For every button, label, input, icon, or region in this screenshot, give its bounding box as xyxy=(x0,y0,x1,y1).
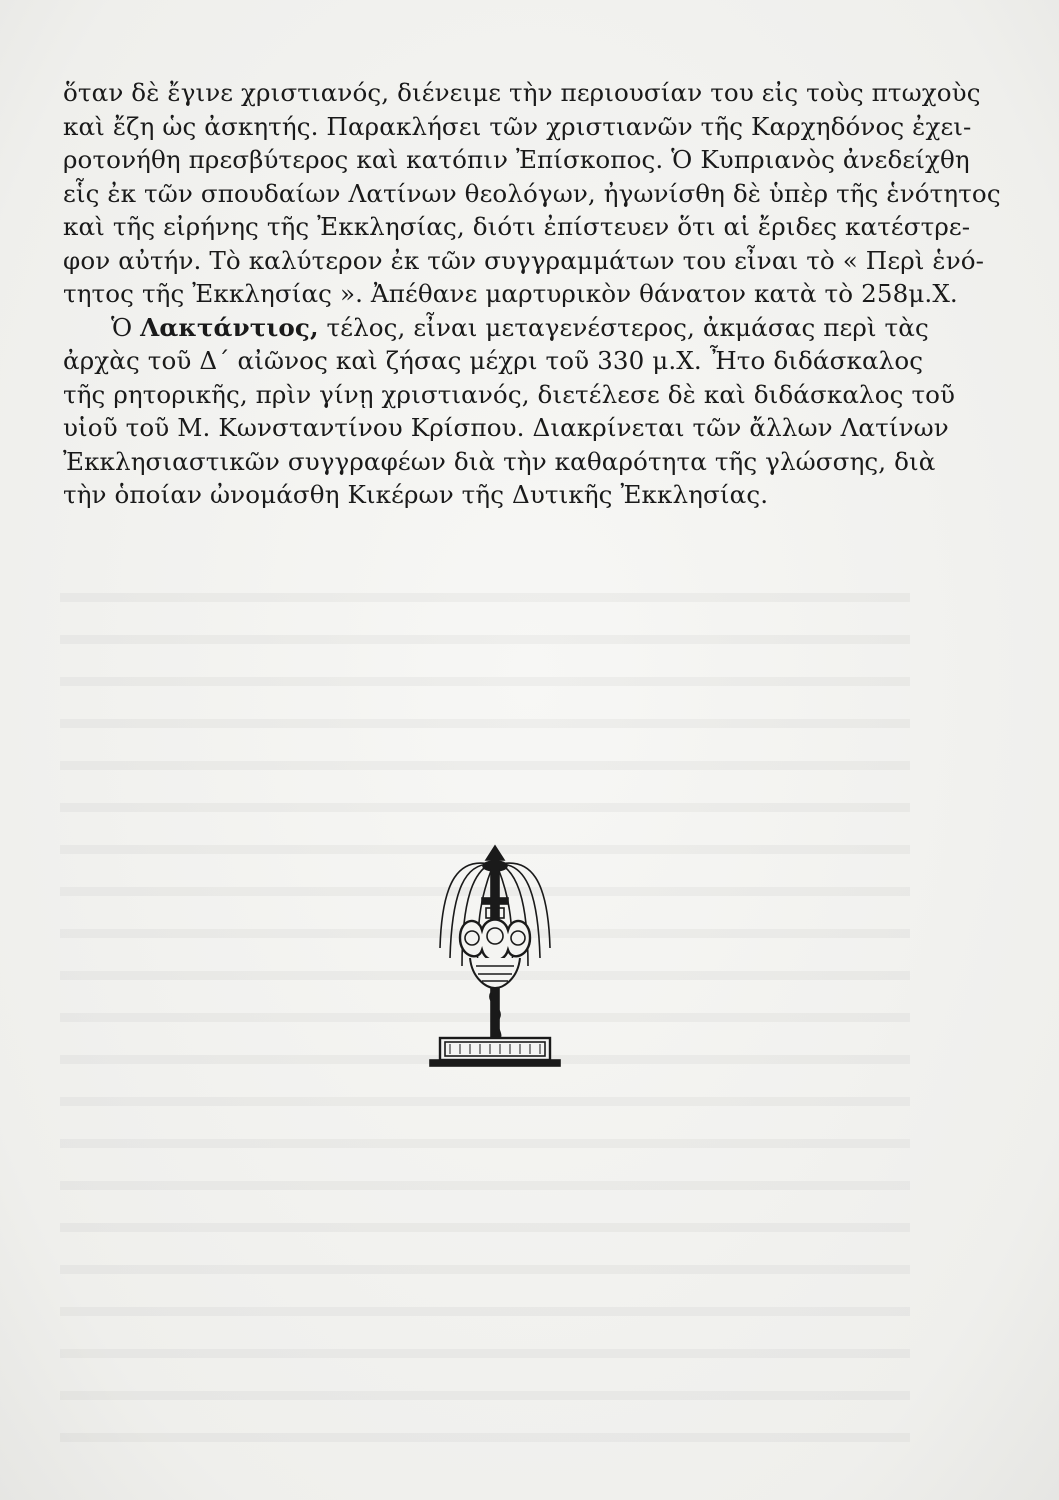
text-line: καὶ ἔζη ὡς ἀσκητής. Παρακλήσει τῶν χριστιανῶν τῆς Καρχηδόνος ἐχει- xyxy=(63,111,972,141)
text-line: καὶ τῆς εἰρήνης τῆς Ἐκκλησίας, διότι ἐπίστευεν ὅτι αἱ ἔριδες κατέστρε- xyxy=(63,212,971,241)
text-line: τῆς ρητορικῆς, πρὶν γίνῃ χριστιανός, διετέλεσε δὲ καὶ διδάσκαλος τοῦ xyxy=(63,379,956,409)
body-text xyxy=(63,76,1001,512)
text-fragment: τέλος, εἶναι μεταγενέστερος, ἀκμάσας περὶ τὰς xyxy=(318,312,929,342)
text-line: Ἐκκλησιαστικῶν συγγραφέων διὰ τὴν καθαρότητα τῆς γλώσσης, διὰ xyxy=(63,446,936,476)
text-line: φον αὐτήν. Τὸ καλύτερον ἐκ τῶν συγγραμμάτων του εἶναι τὸ « Περὶ ἑνό- xyxy=(63,245,985,275)
text-line: τὴν ὁποίαν ὠνομάσθη Κικέρων τῆς Δυτικῆς Ἐκκλησίας. xyxy=(63,480,769,509)
text-line: ἀρχὰς τοῦ Δ΄ αἰῶνος καὶ ζήσας μέχρι τοῦ 330 μ.Χ. Ἦτο διδάσκαλος xyxy=(63,346,924,375)
text-line: εἷς ἐκ τῶν σπουδαίων Λατίνων θεολόγων, ἠγωνίσθη δὲ ὑπὲρ τῆς ἑνότητος xyxy=(63,178,1001,208)
text-fragment: Ὁ xyxy=(111,312,141,342)
paragraph-lactantius-first-line xyxy=(63,311,929,345)
lactantius-name: Λακτάντιος, xyxy=(140,312,319,342)
text-line: ὅταν δὲ ἔγινε χριστιανός, διένειμε τὴν περιουσίαν του εἰς τοὺς πτωχοὺς xyxy=(63,78,981,107)
fountain-icon xyxy=(420,838,570,1068)
text-line: τητος τῆς Ἐκκλησίας ». Ἀπέθανε μαρτυρικὸν θάνατον κατὰ τὸ 258μ.Χ. xyxy=(63,279,958,308)
text-line: υἱοῦ τοῦ Μ. Κωνσταντίνου Κρίσπου. Διακρίνεται τῶν ἄλλων Λατίνων xyxy=(63,413,949,442)
text-line: ροτονήθη πρεσβύτερος καὶ κατόπιν Ἐπίσκοπος. Ὁ Κυπριανὸς ἀνεδείχθη xyxy=(63,145,970,174)
